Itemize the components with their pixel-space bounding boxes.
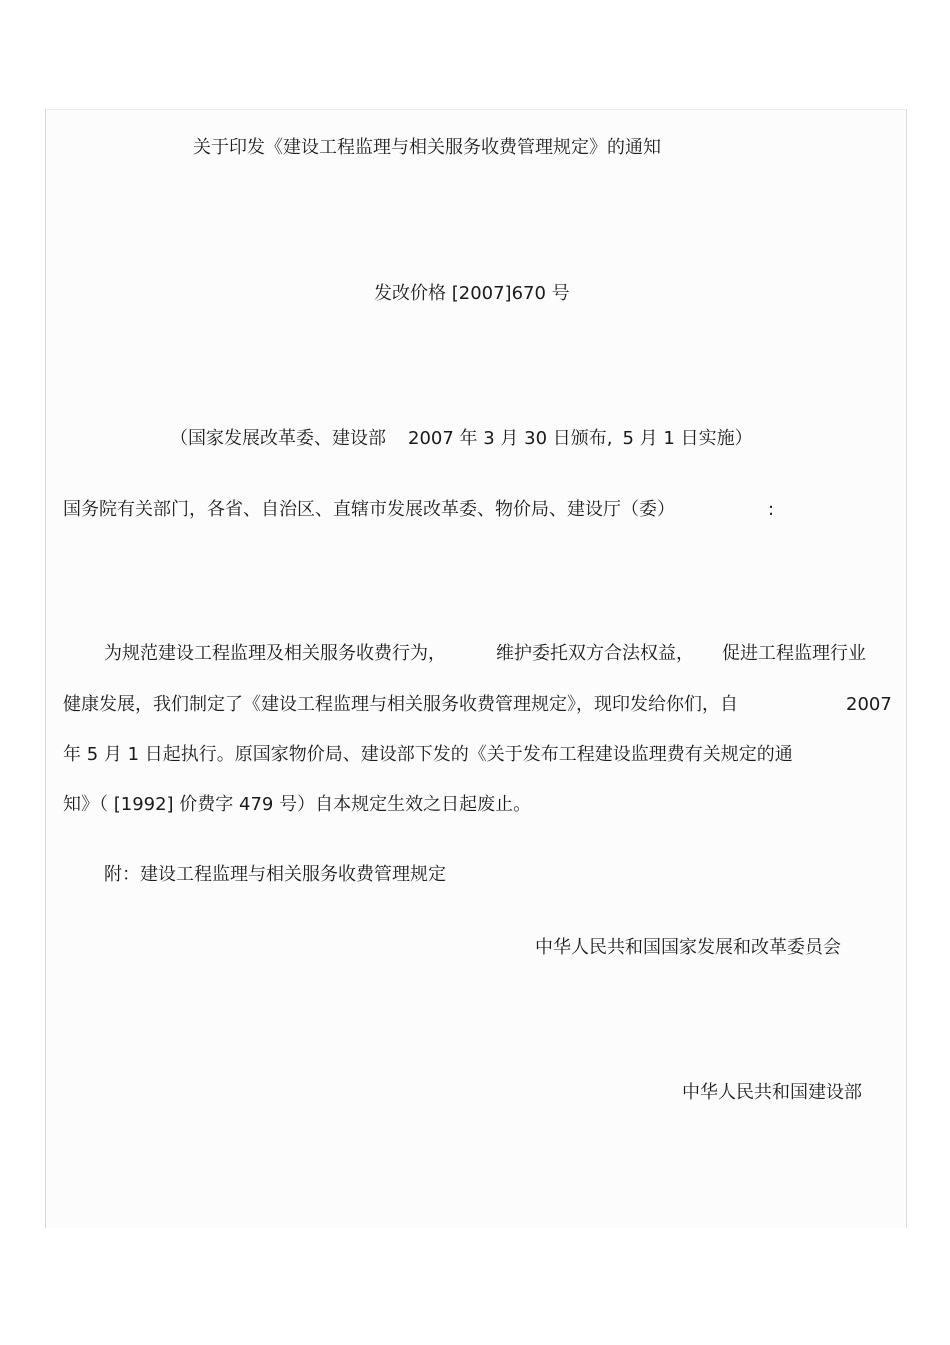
issuance-info [170, 427, 753, 451]
body-line-1-part-a: 为规范建设工程监理及相关服务收费行为， [104, 643, 446, 664]
body-line-2-year: 2007 [846, 694, 892, 715]
body-line-3: 年 5 月 1 日起执行。原国家物价局、建设部下发的《关于发布工程建设监理费有关规定的通 [63, 744, 793, 765]
body-line-1-part-b: 维护委托双方合法权益， [496, 643, 694, 664]
signatory-ndrc: 中华人民共和国国家发展和改革委员会 [535, 937, 841, 958]
recipients-line [63, 498, 675, 522]
attachment-note: 附：建设工程监理与相关服务收费管理规定 [104, 864, 446, 885]
document-number: 发改价格 [2007]670 号 [374, 283, 570, 304]
recipients: 国务院有关部门，各省、自治区、直辖市发展改革委、物价局、建设厅（委） [63, 499, 675, 520]
effective-date: 5 月 1 日实施） [622, 428, 753, 449]
body-line-1 [104, 642, 446, 666]
document-title: 关于印发《建设工程监理与相关服务收费管理规定》的通知 [193, 137, 661, 158]
issuance-date: 2007 年 3 月 30 日颁布, [408, 428, 613, 449]
signatory-ministry: 中华人民共和国建设部 [682, 1082, 862, 1103]
body-line-1-part-c: 促进工程监理行业 [722, 643, 866, 664]
document-page [45, 109, 907, 1228]
issuance-issuers: （国家发展改革委、建设部 [170, 428, 386, 449]
body-line-2: 健康发展，我们制定了《建设工程监理与相关服务收费管理规定》，现印发给你们，自 [63, 694, 738, 715]
recipients-colon: : [768, 499, 775, 520]
body-line-4: 知》（ [1992] 价费字 479 号）自本规定生效之日起废止。 [63, 794, 532, 815]
